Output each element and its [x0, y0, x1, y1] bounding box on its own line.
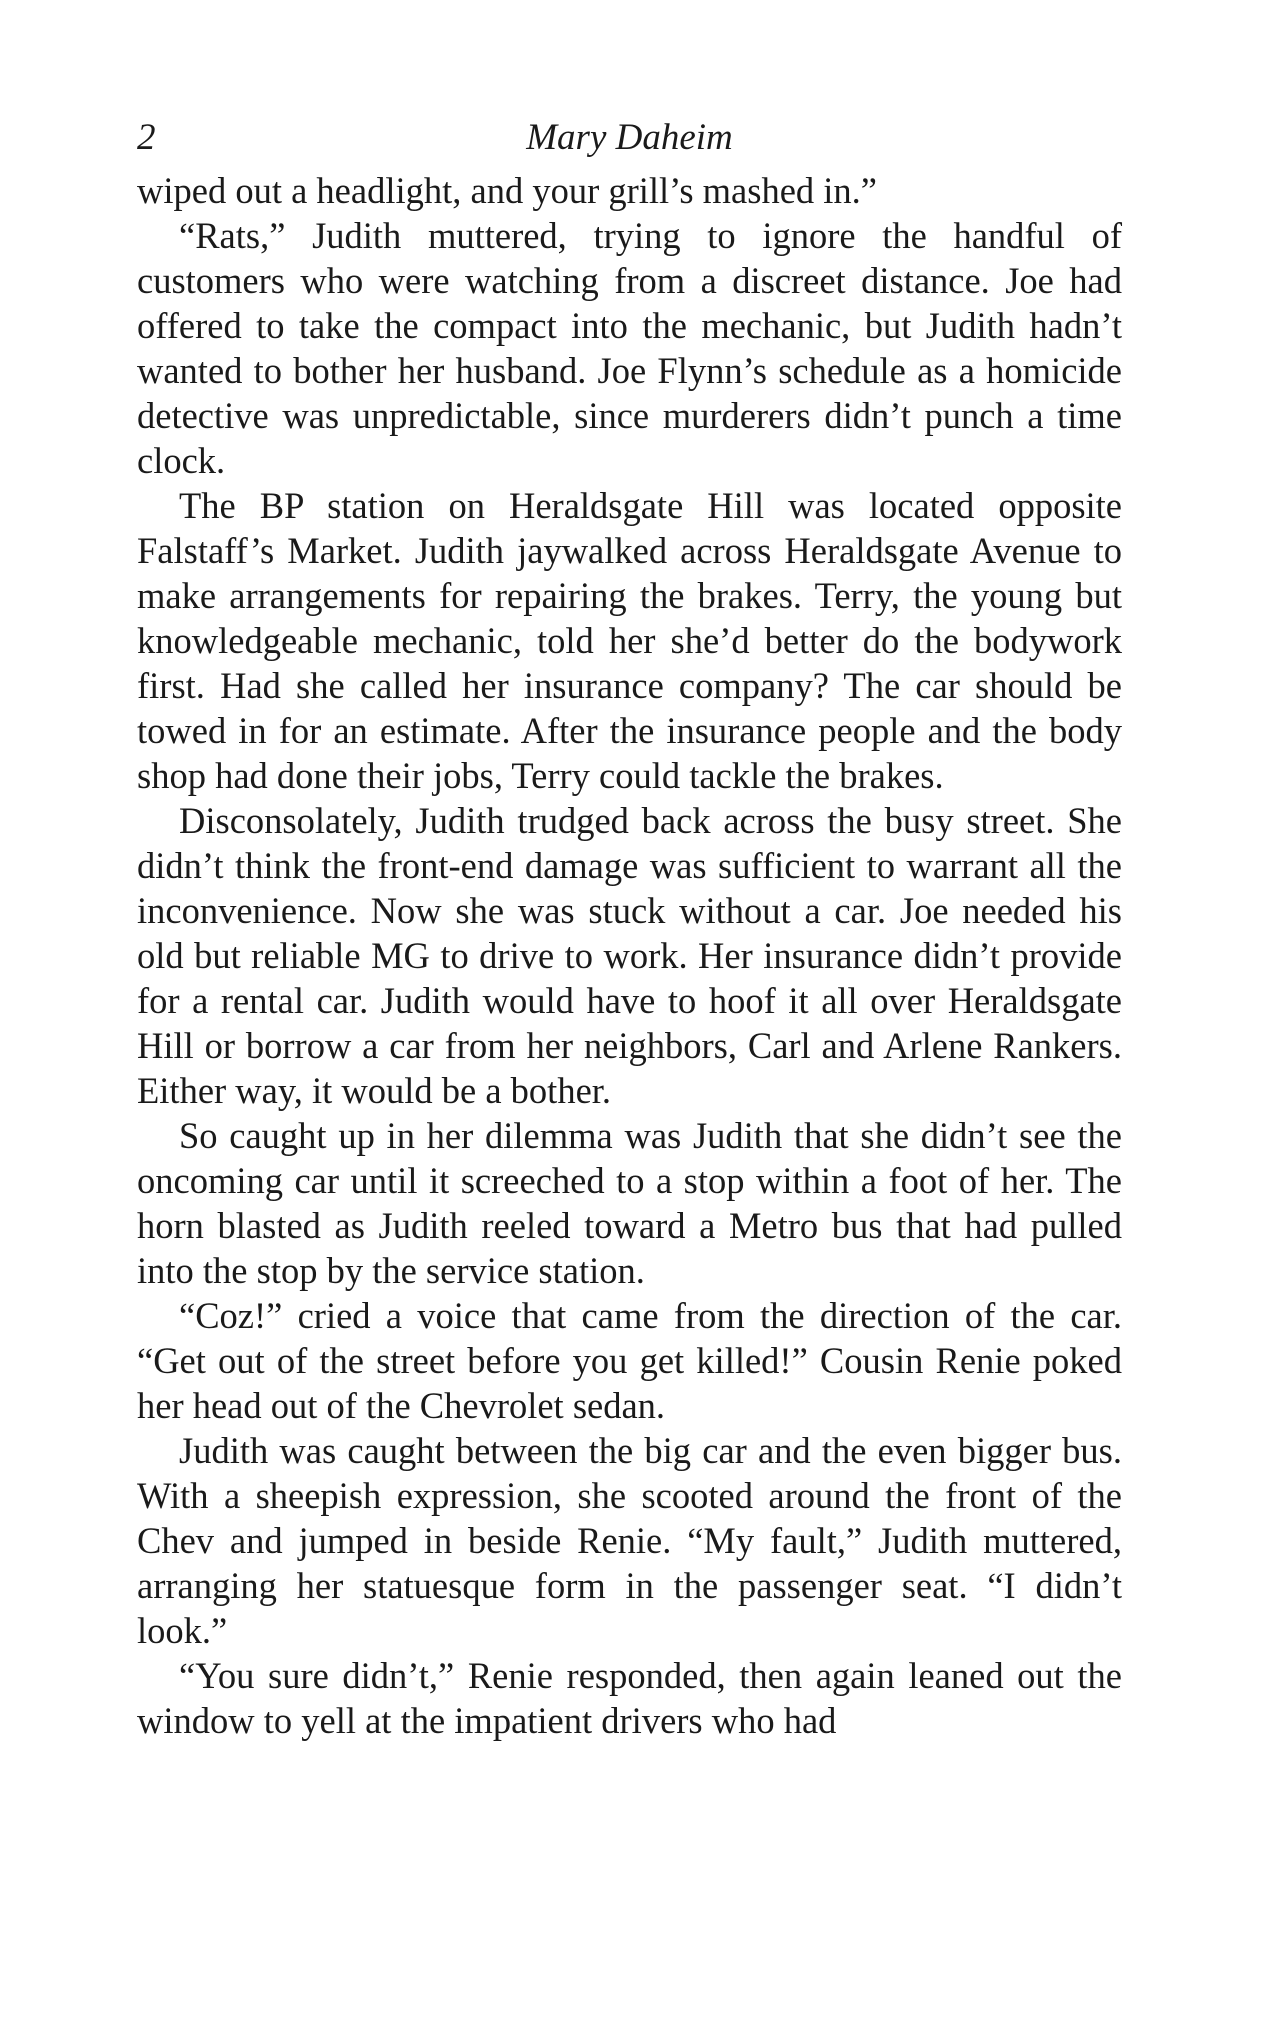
paragraph-continued: wiped out a headlight, and your grill’s mashed in.”	[137, 170, 877, 211]
paragraph: “Rats,” Judith muttered, trying to ignore the handful of customers who were watching from a discreet distance. Joe had offered to take the compact into the mechanic, but Judith hadn’t wanted to bother her husband. Joe Flynn’s schedule as a homicide detective was unpredictable, since murderers didn’t punch a time clock.	[137, 215, 1122, 481]
paragraph: Disconsolately, Judith trudged back across the busy street. She didn’t think the front-end damage was sufficient to warrant all the inconvenience. Now she was stuck without a car. Joe needed his old but reliable MG to drive to work. Her insurance didn’t provide for a rental car. Judith would have to hoof it all over Heraldsgate Hill or borrow a car from her neighbors, Carl and Arlene Rankers. Either way, it would be a bother.	[137, 800, 1122, 1111]
book-page	[137, 108, 1122, 1743]
page-number: 2	[137, 117, 156, 158]
running-header	[137, 108, 1122, 168]
paragraph: The BP station on Heraldsgate Hill was located opposite Falstaff’s Market. Judith jaywalked across Heraldsgate Avenue to make arrangements for repairing the brakes. Terry, the young but knowledgeable mechanic, told her she’d better do the bodywork first. Had she called her insurance company? The car should be towed in for an estimate. After the insurance people and the body shop had done their jobs, Terry could tackle the brakes.	[137, 485, 1122, 796]
paragraph: Judith was caught between the big car and the even bigger bus. With a sheepish expression, she scooted around the front of the Chev and jumped in beside Renie. “My fault,” Judith muttered, arranging her statuesque form in the passenger seat. “I didn’t look.”	[137, 1430, 1122, 1651]
paragraph: So caught up in her dilemma was Judith that she didn’t see the oncoming car until it screeched to a stop within a foot of her. The horn blasted as Judith reeled toward a Metro bus that had pulled into the stop by the service station.	[137, 1115, 1122, 1291]
paragraph: “You sure didn’t,” Renie responded, then again leaned out the window to yell at the impatient drivers who had	[137, 1655, 1122, 1741]
paragraph: “Coz!” cried a voice that came from the direction of the car. “Get out of the street before you get killed!” Cousin Renie poked her head out of the Chevrolet sedan.	[137, 1295, 1122, 1426]
author-name: Mary Daheim	[526, 117, 733, 158]
body-text	[137, 168, 1122, 1743]
